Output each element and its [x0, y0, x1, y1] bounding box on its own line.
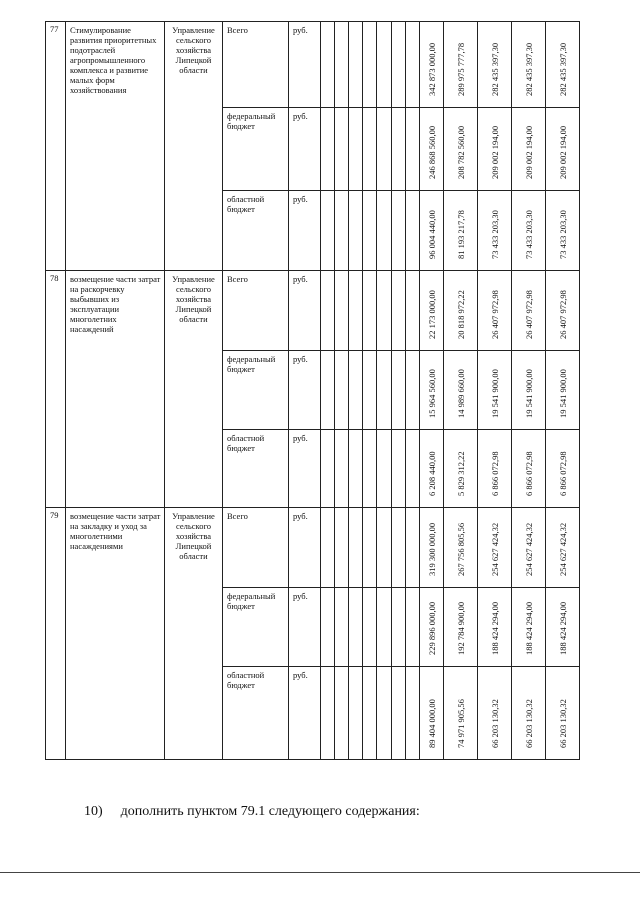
amount-cell — [512, 430, 546, 508]
amount-value: 188 424 294,00 — [557, 601, 568, 655]
amount-value: 19 541 900,00 — [489, 369, 500, 418]
empty-year-cell — [406, 271, 420, 351]
amount-value: 73 433 203,30 — [489, 210, 500, 259]
amount-cell — [478, 22, 512, 108]
funding-source: областной бюджет — [223, 191, 289, 271]
amount-value: 6 866 072,98 — [523, 451, 534, 496]
amount-cell — [444, 22, 478, 108]
amount-value: 229 896 000,00 — [426, 601, 437, 655]
amount-value: 282 435 397,30 — [523, 42, 534, 96]
unit-of-measure: руб. — [289, 351, 321, 430]
amount-value: 188 424 294,00 — [489, 601, 500, 655]
amount-value: 74 971 905,56 — [455, 699, 466, 748]
empty-year-cell — [406, 430, 420, 508]
amount-value: 342 873 000,00 — [426, 42, 437, 96]
funding-source: Всего — [223, 508, 289, 588]
amount-value: 81 193 217,78 — [455, 210, 466, 259]
empty-year-cell — [363, 508, 377, 588]
amount-cell — [478, 191, 512, 271]
responsible-organization: Управление сельского хозяйства Липецкой области — [165, 508, 223, 760]
empty-year-cell — [377, 191, 392, 271]
amount-cell — [512, 588, 546, 667]
measure-name: возмещение части затрат на раскорчевку выбывших из эксплуатации многолетних насаждений — [66, 271, 165, 508]
amount-value: 208 782 560,00 — [455, 125, 466, 179]
table-row — [46, 22, 616, 108]
unit-of-measure: руб. — [289, 191, 321, 271]
amount-cell — [444, 667, 478, 760]
amount-value: 19 541 900,00 — [523, 369, 534, 418]
empty-year-cell — [377, 351, 392, 430]
amount-value: 15 964 560,00 — [426, 369, 437, 418]
amount-value: 14 989 660,00 — [455, 369, 466, 418]
empty-year-cell — [377, 588, 392, 667]
amount-cell — [512, 22, 546, 108]
empty-year-cell — [363, 22, 377, 108]
amount-cell — [546, 22, 580, 108]
amount-cell — [546, 588, 580, 667]
amount-cell — [420, 22, 444, 108]
row-number: 78 — [46, 271, 66, 508]
amount-cell — [512, 351, 546, 430]
empty-year-cell — [349, 22, 363, 108]
amount-cell — [420, 191, 444, 271]
amount-value: 254 627 424,32 — [557, 522, 568, 576]
amount-value: 19 541 900,00 — [557, 369, 568, 418]
amount-value: 254 627 424,32 — [523, 522, 534, 576]
row-number: 77 — [46, 22, 66, 271]
empty-year-cell — [349, 191, 363, 271]
amount-value: 26 407 972,98 — [489, 290, 500, 339]
empty-year-cell — [349, 351, 363, 430]
amount-value: 209 002 194,00 — [523, 125, 534, 179]
empty-year-cell — [349, 271, 363, 351]
empty-year-cell — [406, 351, 420, 430]
empty-year-cell — [335, 430, 349, 508]
empty-year-cell — [406, 588, 420, 667]
amendment-paragraph — [84, 804, 420, 820]
empty-year-cell — [363, 351, 377, 430]
row-number: 79 — [46, 508, 66, 760]
empty-year-cell — [335, 22, 349, 108]
budget-table — [45, 21, 616, 760]
amount-cell — [420, 271, 444, 351]
amount-value: 26 407 972,98 — [557, 290, 568, 339]
funding-source: федеральный бюджет — [223, 351, 289, 430]
empty-year-cell — [406, 108, 420, 191]
unit-of-measure: руб. — [289, 667, 321, 760]
page-divider — [0, 872, 640, 873]
amount-value: 319 300 000,00 — [426, 522, 437, 576]
empty-year-cell — [406, 191, 420, 271]
amount-cell — [478, 667, 512, 760]
measure-name: Стимулирование развития приоритетных подотраслей агропромышленного комплекса и развитие малых форм хозяйствования — [66, 22, 165, 271]
amount-cell — [546, 508, 580, 588]
empty-year-cell — [392, 191, 406, 271]
table-row — [46, 271, 616, 351]
amount-value: 73 433 203,30 — [523, 210, 534, 259]
responsible-organization: Управление сельского хозяйства Липецкой области — [165, 22, 223, 271]
empty-year-cell — [321, 271, 335, 351]
empty-year-cell — [377, 667, 392, 760]
empty-year-cell — [392, 271, 406, 351]
amount-value: 26 407 972,98 — [523, 290, 534, 339]
empty-year-cell — [377, 271, 392, 351]
empty-year-cell — [321, 588, 335, 667]
amount-value: 66 203 130,32 — [489, 699, 500, 748]
unit-of-measure: руб. — [289, 588, 321, 667]
amount-cell — [444, 430, 478, 508]
amount-value: 6 866 072,98 — [557, 451, 568, 496]
amount-cell — [420, 588, 444, 667]
empty-year-cell — [335, 108, 349, 191]
empty-year-cell — [377, 430, 392, 508]
amount-cell — [420, 108, 444, 191]
amount-cell — [444, 191, 478, 271]
empty-year-cell — [321, 191, 335, 271]
amount-value: 254 627 424,32 — [489, 522, 500, 576]
amount-value: 188 424 294,00 — [523, 601, 534, 655]
amount-cell — [478, 430, 512, 508]
amount-value: 66 203 130,32 — [523, 699, 534, 748]
empty-year-cell — [363, 588, 377, 667]
paragraph-number: 10) — [84, 804, 103, 819]
empty-year-cell — [349, 508, 363, 588]
empty-year-cell — [321, 22, 335, 108]
empty-year-cell — [363, 667, 377, 760]
funding-source: Всего — [223, 22, 289, 108]
amount-cell — [512, 271, 546, 351]
amount-cell — [478, 108, 512, 191]
amount-value: 209 002 194,00 — [557, 125, 568, 179]
empty-year-cell — [335, 588, 349, 667]
empty-year-cell — [363, 108, 377, 191]
amount-value: 96 004 440,00 — [426, 210, 437, 259]
empty-year-cell — [392, 22, 406, 108]
empty-year-cell — [349, 430, 363, 508]
unit-of-measure: руб. — [289, 108, 321, 191]
empty-year-cell — [335, 351, 349, 430]
empty-year-cell — [321, 508, 335, 588]
amount-value: 6 866 072,98 — [489, 451, 500, 496]
amount-cell — [478, 351, 512, 430]
empty-year-cell — [392, 430, 406, 508]
amount-cell — [444, 588, 478, 667]
amount-value: 73 433 203,30 — [557, 210, 568, 259]
amount-cell — [444, 271, 478, 351]
amount-cell — [478, 271, 512, 351]
amount-cell — [546, 351, 580, 430]
empty-year-cell — [349, 108, 363, 191]
empty-year-cell — [321, 667, 335, 760]
amount-value: 246 868 560,00 — [426, 125, 437, 179]
funding-source: Всего — [223, 271, 289, 351]
amount-value: 6 208 440,00 — [426, 451, 437, 496]
unit-of-measure: руб. — [289, 271, 321, 351]
empty-year-cell — [377, 508, 392, 588]
amount-value: 209 002 194,00 — [489, 125, 500, 179]
amount-cell — [512, 508, 546, 588]
unit-of-measure: руб. — [289, 22, 321, 108]
amount-cell — [478, 588, 512, 667]
amount-value: 282 435 397,30 — [557, 42, 568, 96]
amount-cell — [420, 430, 444, 508]
empty-year-cell — [392, 508, 406, 588]
amount-value: 282 435 397,30 — [489, 42, 500, 96]
funding-source: федеральный бюджет — [223, 588, 289, 667]
amount-cell — [546, 430, 580, 508]
unit-of-measure: руб. — [289, 508, 321, 588]
paragraph-text: дополнить пунктом 79.1 следующего содержания: — [120, 804, 420, 819]
empty-year-cell — [392, 667, 406, 760]
empty-year-cell — [363, 271, 377, 351]
responsible-organization: Управление сельского хозяйства Липецкой области — [165, 271, 223, 508]
amount-cell — [512, 108, 546, 191]
funding-source: федеральный бюджет — [223, 108, 289, 191]
amount-value: 20 818 972,22 — [455, 290, 466, 339]
empty-year-cell — [363, 430, 377, 508]
empty-year-cell — [321, 351, 335, 430]
empty-year-cell — [377, 108, 392, 191]
empty-year-cell — [392, 108, 406, 191]
empty-year-cell — [363, 191, 377, 271]
amount-cell — [512, 191, 546, 271]
amount-value: 66 203 130,32 — [557, 699, 568, 748]
amount-cell — [512, 667, 546, 760]
empty-year-cell — [392, 588, 406, 667]
empty-year-cell — [335, 271, 349, 351]
empty-year-cell — [349, 588, 363, 667]
amount-value: 267 756 805,56 — [455, 522, 466, 576]
amount-value: 5 829 312,22 — [455, 451, 466, 496]
empty-year-cell — [377, 22, 392, 108]
table-row — [46, 508, 616, 588]
amount-value: 22 173 000,00 — [426, 290, 437, 339]
amount-cell — [420, 351, 444, 430]
amount-value: 89 404 000,00 — [426, 699, 437, 748]
amount-cell — [444, 351, 478, 430]
empty-year-cell — [335, 191, 349, 271]
empty-year-cell — [406, 508, 420, 588]
amount-cell — [546, 191, 580, 271]
amount-value: 192 784 900,00 — [455, 601, 466, 655]
funding-source: областной бюджет — [223, 430, 289, 508]
empty-year-cell — [321, 108, 335, 191]
amount-cell — [546, 108, 580, 191]
amount-value: 289 975 777,78 — [455, 42, 466, 96]
empty-year-cell — [321, 430, 335, 508]
amount-cell — [420, 508, 444, 588]
empty-year-cell — [406, 22, 420, 108]
funding-source: областной бюджет — [223, 667, 289, 760]
amount-cell — [546, 667, 580, 760]
amount-cell — [420, 667, 444, 760]
amount-cell — [478, 508, 512, 588]
empty-year-cell — [335, 667, 349, 760]
amount-cell — [444, 108, 478, 191]
empty-year-cell — [335, 508, 349, 588]
measure-name: возмещение части затрат на закладку и уход за многолетними насаждениями — [66, 508, 165, 760]
amount-cell — [546, 271, 580, 351]
empty-year-cell — [406, 667, 420, 760]
amount-cell — [444, 508, 478, 588]
unit-of-measure: руб. — [289, 430, 321, 508]
empty-year-cell — [349, 667, 363, 760]
empty-year-cell — [392, 351, 406, 430]
